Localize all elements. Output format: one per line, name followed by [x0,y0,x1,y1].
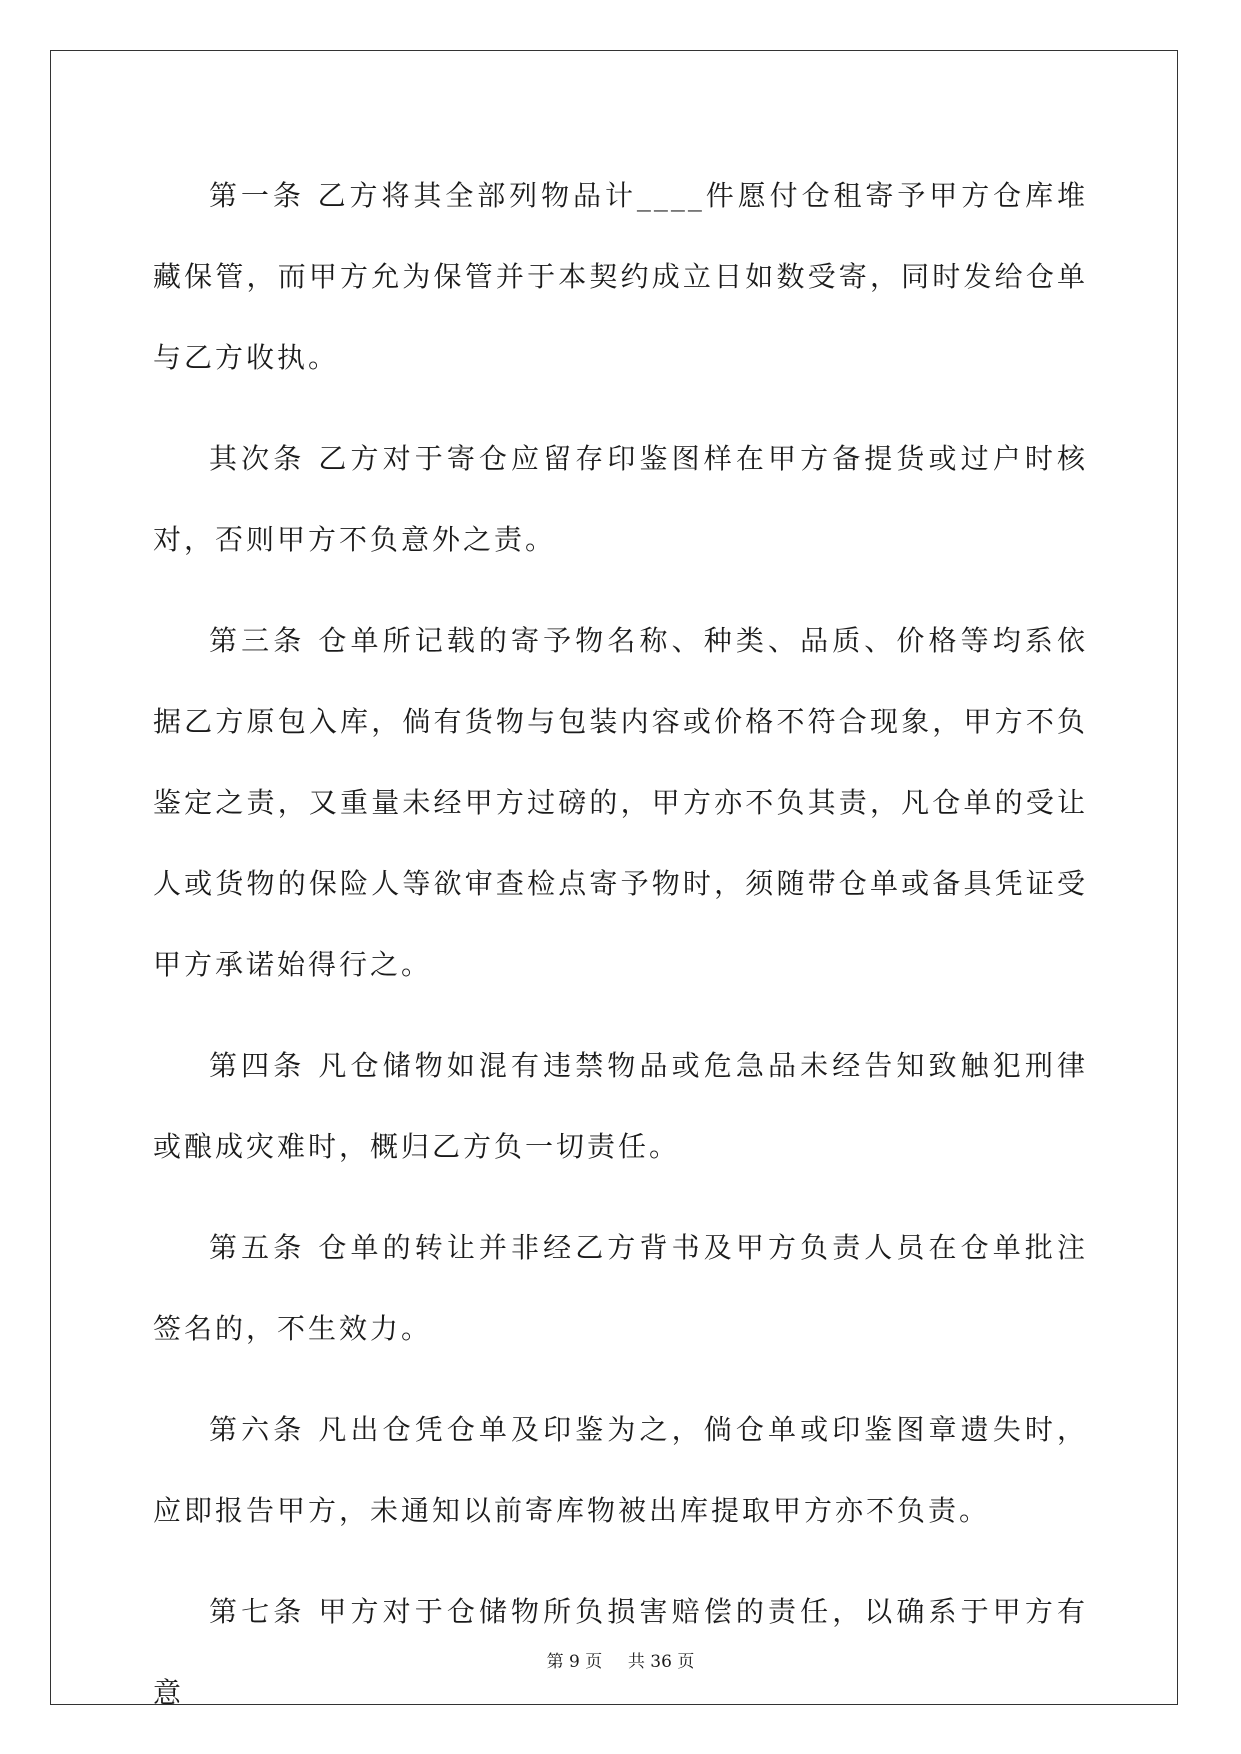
document-body [153,155,1088,1753]
article-4-paragraph: 第四条 凡仓储物如混有违禁物品或危急品未经告知致触犯刑律或酿成灾难时，概归乙方负一切责任。 [153,1049,1088,1163]
article-5-paragraph: 第五条 仓单的转让并非经乙方背书及甲方负责人员在仓单批注签名的，不生效力。 [153,1231,1088,1345]
article-6-paragraph: 第六条 凡出仓凭仓单及印鉴为之，倘仓单或印鉴图章遗失时，应即报告甲方，未通知以前寄库物被出库提取甲方亦不负责。 [153,1413,1088,1527]
article-2-paragraph: 其次条 乙方对于寄仓应留存印鉴图样在甲方备提货或过户时核对，否则甲方不负意外之责。 [153,442,1088,556]
page-footer [0,1647,1241,1672]
article-7-paragraph: 第七条 甲方对于仓储物所负损害赔偿的责任，以确系于甲方有意 [153,1595,1088,1709]
article-3-paragraph: 第三条 仓单所记载的寄予物名称、种类、品质、价格等均系依据乙方原包入库，倘有货物与包装内容或价格不符合现象，甲方不负鉴定之责，又重量未经甲方过磅的，甲方亦不负其责，凡仓单的受让人或货物的保险人等欲审查检点寄予物时，须随带仓单或备具凭证受甲方承诺始得行之。 [153,624,1088,981]
article-1-paragraph: 第一条 乙方将其全部列物品计____件愿付仓租寄予甲方仓库堆藏保管，而甲方允为保管并于本契约成立日如数受寄，同时发给仓单与乙方收执。 [153,179,1088,374]
total-pages: 共 36 页 [627,1652,695,1672]
page-number: 第 9 页 [546,1652,603,1672]
